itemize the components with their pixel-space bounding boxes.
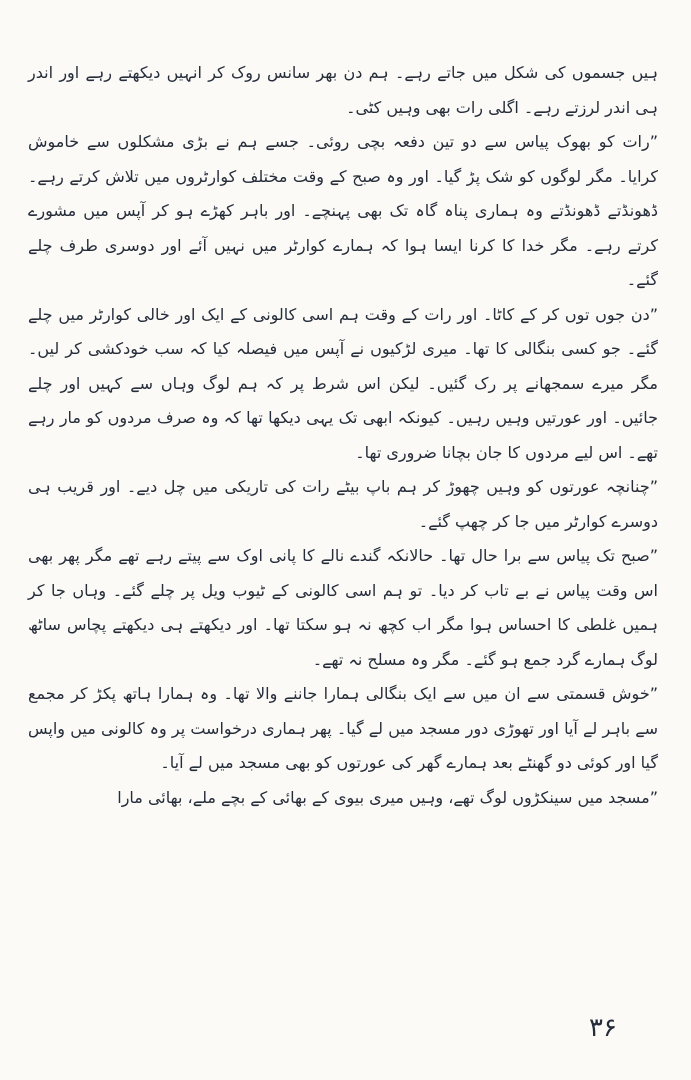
page-body-text xyxy=(28,56,658,815)
paragraph-3: ”دن جوں توں کر کے کاٹا۔ اور رات کے وقت ہم اسی کالونی کے ایک اور خالی کوارٹر میں چلے گئے۔ جو کسی بنگالی کا تھا۔ میری لڑکیوں نے آپس میں فیصلہ کیا کہ سب خودکشی کر لیں۔ مگر میرے سمجھانے پر رک گئیں۔ لیکن اس شرط پر کہ ہم لوگ وہاں سے کہیں اور چلے جائیں۔ اور عورتیں وہیں رہیں۔ کیونکہ ابھی تک یہی دیکھا تھا کہ وہ صرف مردوں کو مار رہے تھے۔ اس لیے مردوں کا جان بچانا ضروری تھا۔ xyxy=(28,304,658,462)
page-number: ۳۶ xyxy=(589,1013,617,1043)
paragraph-4: ”چنانچہ عورتوں کو وہیں چھوڑ کر ہم باپ بیٹے رات کی تاریکی میں چل دیے۔ اور قریب ہی دوسرے کوارٹر میں جا کر چھپ گئے۔ xyxy=(28,477,658,531)
paragraph-1: ہیں جسموں کی شکل میں جاتے رہے۔ ہم دن بھر سانس روک کر انہیں دیکھتے رہے اور اندر ہی اندر لرزتے رہے۔ اگلی رات بھی وہیں کٹی۔ xyxy=(28,63,658,117)
paragraph-5: ”صبح تک پیاس سے برا حال تھا۔ حالانکہ گندے نالے کا پانی اوک سے پیتے رہے تھے مگر پھر بھی اس وقت پیاس نے بے تاب کر دیا۔ تو ہم اسی کالونی کے ٹیوب ویل پر چلے گئے۔ وہاں جا کر ہمیں غلطی کا احساس ہوا مگر اب کچھ نہ ہو سکتا تھا۔ اور دیکھتے ہی دیکھتے پچاس ساٹھ لوگ ہمارے گرد جمع ہو گئے۔ مگر وہ مسلح نہ تھے۔ xyxy=(28,546,658,669)
paragraph-6: ”خوش قسمتی سے ان میں سے ایک بنگالی ہمارا جاننے والا تھا۔ وہ ہمارا ہاتھ پکڑ کر مجمع سے باہر لے آیا اور تھوڑی دور مسجد میں لے گیا۔ پھر ہماری درخواست پر وہ کالونی میں واپس گیا اور کوئی دو گھنٹے بعد ہمارے گھر کی عورتوں کو بھی مسجد میں لے آیا۔ xyxy=(28,684,658,772)
paragraph-2: ”رات کو بھوک پیاس سے دو تین دفعہ بچی روئی۔ جسے ہم نے بڑی مشکلوں سے خاموش کرایا۔ مگر لوگوں کو شک پڑ گیا۔ اور وہ صبح کے وقت مختلف کوارٹروں میں تلاش کرتے رہے۔ ڈھونڈتے ڈھونڈتے وہ ہماری پناہ گاہ تک بھی پہنچے۔ اور باہر کھڑے ہو کر آپس میں مشورے کرتے رہے۔ مگر خدا کا کرنا ایسا ہوا کہ ہمارے کوارٹر میں نہیں آئے اور دوسری طرف چلے گئے۔ xyxy=(28,132,658,289)
paragraph-7: ”مسجد میں سینکڑوں لوگ تھے، وہیں میری بیوی کے بھائی کے بچے ملے، بھائی مارا xyxy=(117,787,658,807)
